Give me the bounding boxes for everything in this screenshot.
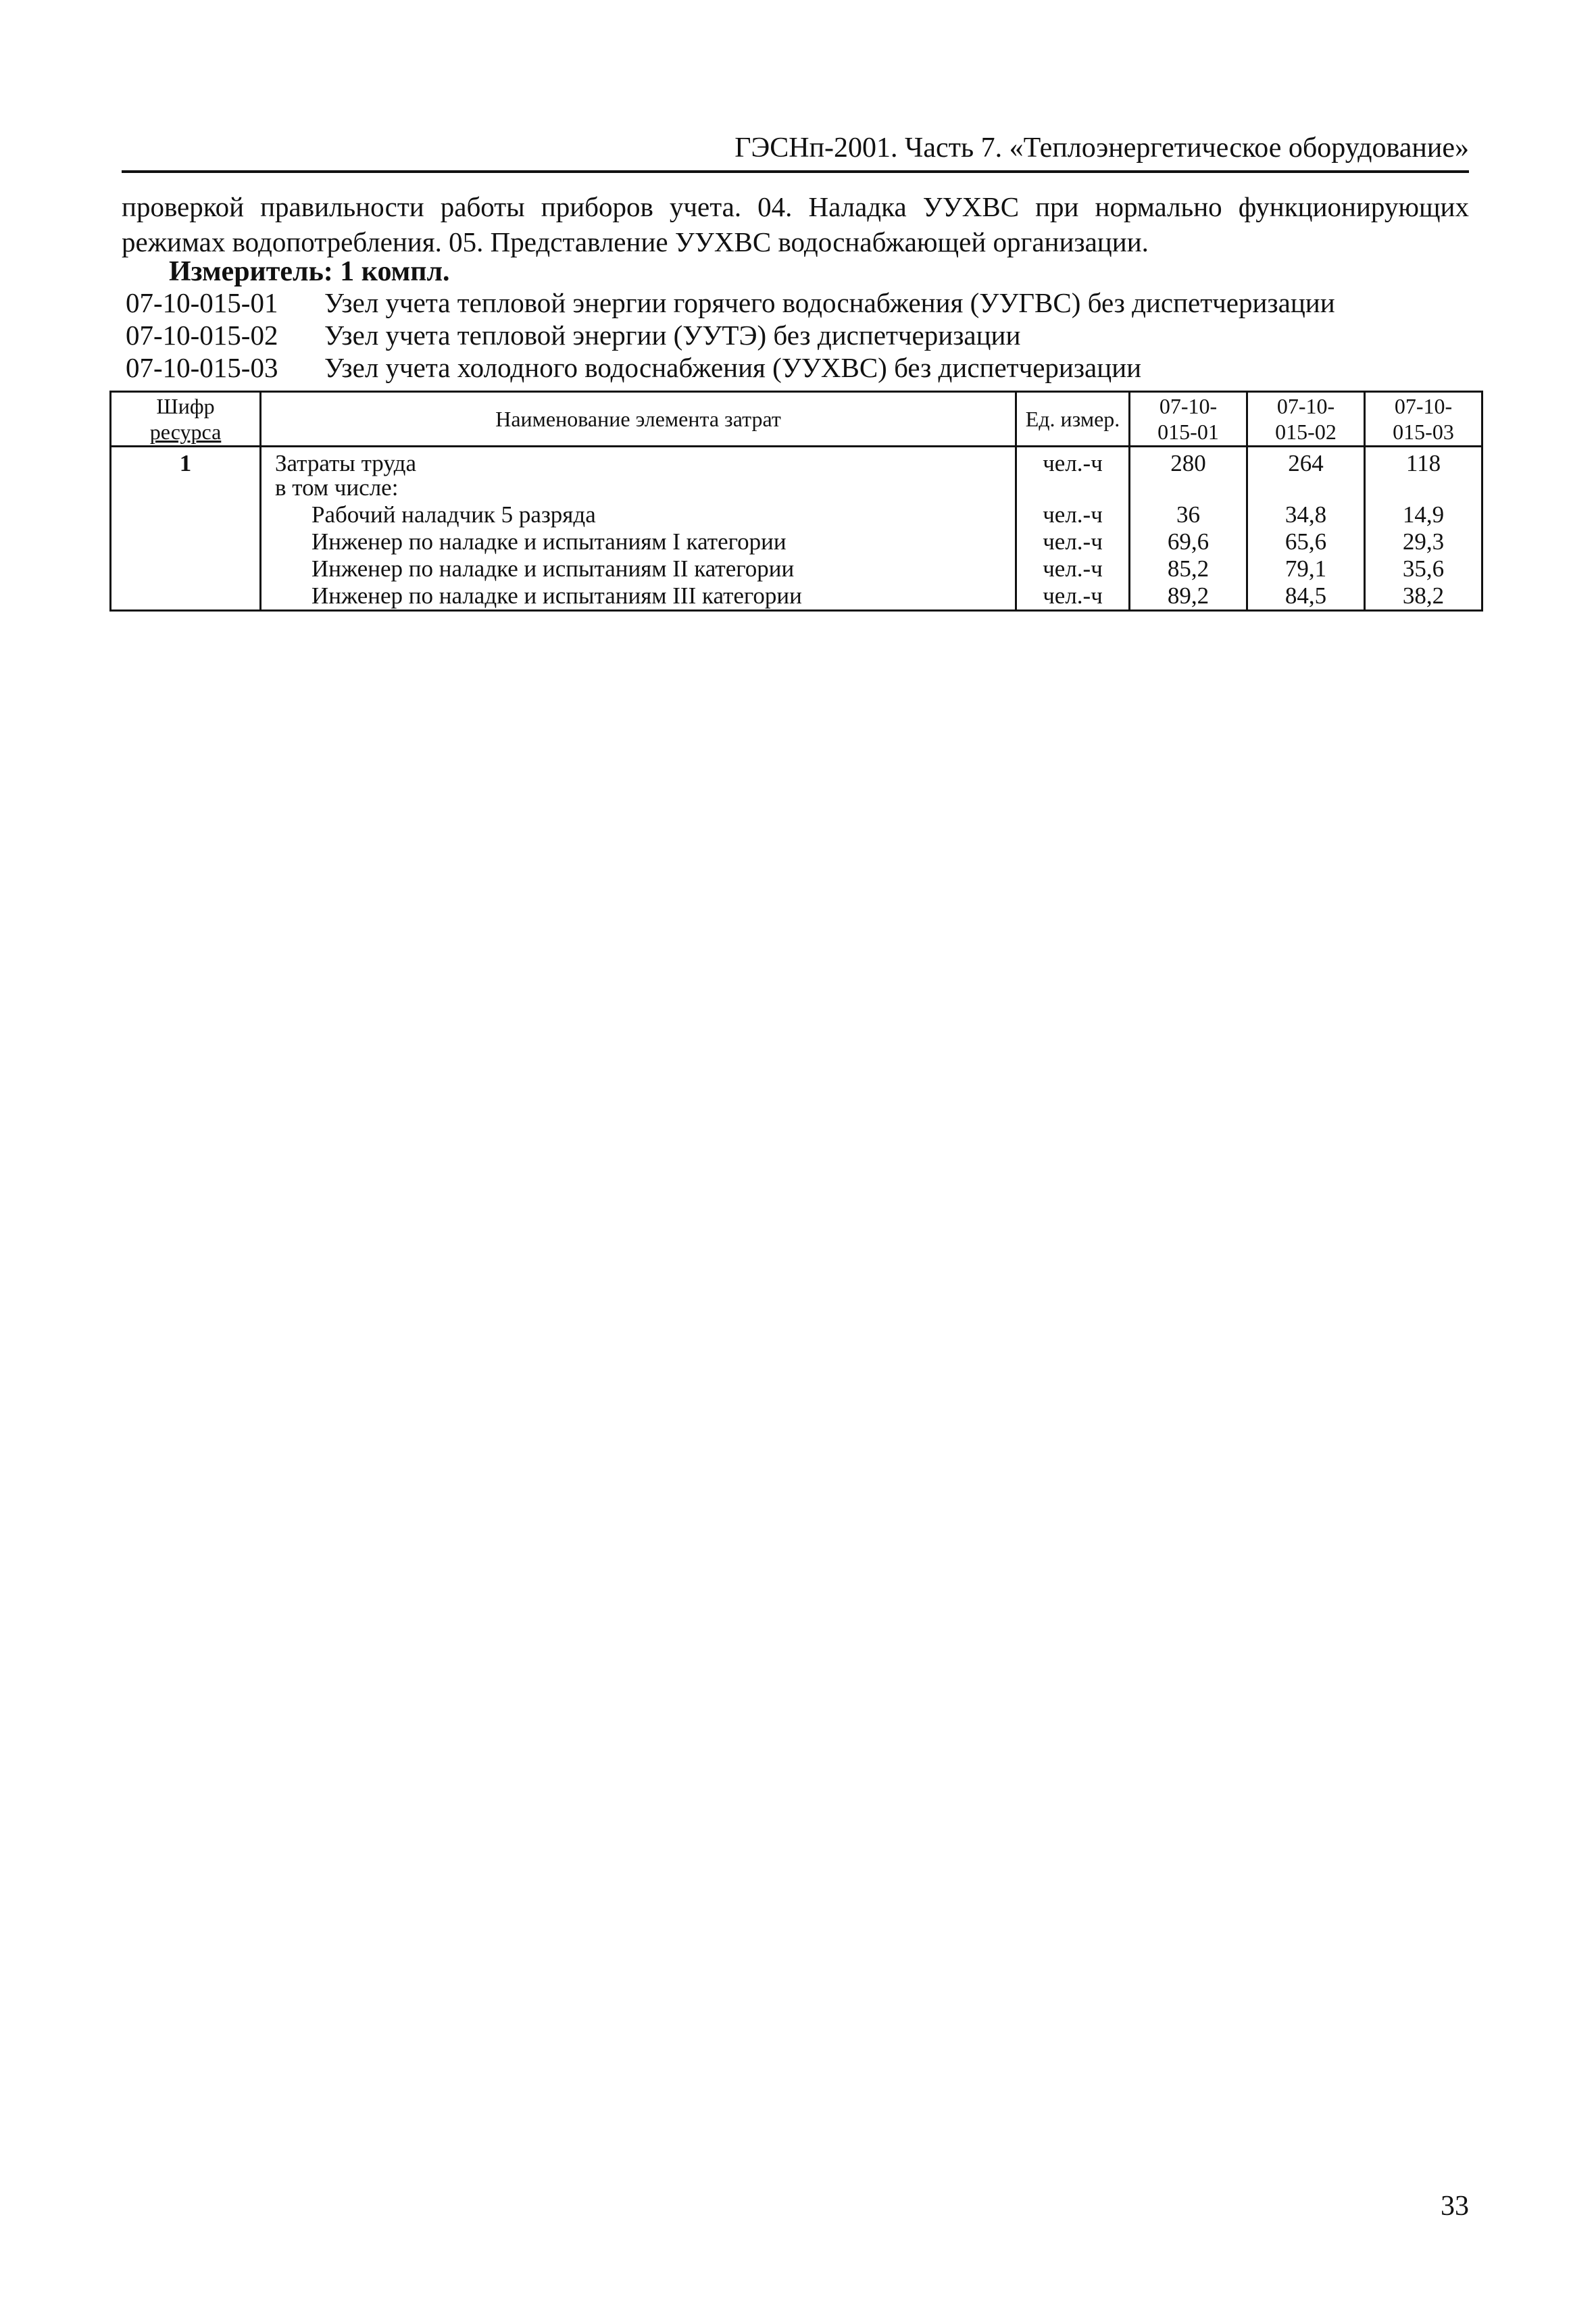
- norm-03-cell: [1365, 447, 1482, 611]
- norm-01-value: 89,2: [1167, 582, 1210, 609]
- header-norm-03: [1365, 392, 1482, 447]
- norm-01-value: [1130, 474, 1246, 501]
- cost-element-name: Инженер по наладке и испытаниям I категории: [311, 528, 787, 555]
- cost-element-name: Затраты труда: [275, 450, 416, 476]
- norm-03-value: 14,9: [1402, 501, 1445, 528]
- unit-value: чел.-ч: [1043, 501, 1103, 528]
- header-norm-02-line2: 015-02: [1275, 420, 1337, 444]
- norm-02-value: 34,8: [1285, 501, 1327, 528]
- unit-value: чел.-ч: [1043, 450, 1103, 476]
- norm-description: Узел учета тепловой энергии (УУТЭ) без диспетчеризации: [324, 320, 1021, 351]
- unit-value: чел.-ч: [1043, 555, 1103, 582]
- cost-element-name: в том числе:: [275, 474, 399, 501]
- norm-03-value: 38,2: [1402, 582, 1445, 609]
- unit-value: чел.-ч: [1043, 582, 1103, 609]
- norm-01-value: 36: [1176, 501, 1200, 528]
- header-code-line1: Шифр: [156, 394, 215, 418]
- header-norm-01: [1130, 392, 1247, 447]
- norm-01-value: 280: [1170, 450, 1206, 476]
- norm-01-value: 69,6: [1167, 528, 1210, 555]
- header-unit: Ед. измер.: [1016, 392, 1130, 447]
- norm-02-value: 65,6: [1285, 528, 1327, 555]
- intro-paragraph: проверкой правильности работы приборов учета. 04. Наладка УУХВС при нормально функционирующих режимах водопотребления. 05. Представление УУХВС водоснабжающей организации.: [122, 191, 1469, 257]
- norm-03-value: 35,6: [1402, 555, 1445, 582]
- norm-02-value: 264: [1288, 450, 1324, 476]
- cost-element-name: Инженер по наладке и испытаниям II категории: [311, 555, 795, 582]
- unit-value: чел.-ч: [1043, 528, 1103, 555]
- unit-cell: [1016, 447, 1130, 611]
- resource-code: 1: [179, 450, 192, 476]
- table-row: [111, 447, 1482, 611]
- header-norm-03-line2: 015-03: [1393, 420, 1454, 444]
- resources-table: [109, 391, 1483, 612]
- header-title: ГЭСНп-2001. Часть 7. «Теплоэнергетическое оборудование»: [734, 132, 1469, 164]
- header-norm-01-line2: 015-01: [1157, 420, 1219, 444]
- norm-01-value: 85,2: [1167, 555, 1210, 582]
- norm-02-cell: [1247, 447, 1365, 611]
- norm-02-value: [1248, 474, 1364, 501]
- norm-description: Узел учета тепловой энергии горячего водоснабжения (УУГВС) без диспетчеризации: [324, 287, 1335, 318]
- norm-02-value: 79,1: [1285, 555, 1327, 582]
- cost-element-cell: [261, 447, 1016, 611]
- header-code-line2: ресурса: [149, 420, 222, 444]
- norm-02-value: 84,5: [1285, 582, 1327, 609]
- header-norm-01-line1: 07-10-: [1159, 394, 1218, 418]
- norm-description: Узел учета холодного водоснабжения (УУХВС) без диспетчеризации: [324, 352, 1142, 383]
- cost-element-name: Инженер по наладке и испытаниям III категории: [311, 582, 802, 609]
- header-norm-02-line1: 07-10-: [1276, 394, 1335, 418]
- running-header: [122, 131, 1469, 173]
- header-resource-code: [111, 392, 261, 447]
- page-number: 33: [1441, 2191, 1469, 2222]
- norm-code: 07-10-015-03: [126, 352, 278, 383]
- header-norm-03-line1: 07-10-: [1394, 394, 1453, 418]
- norm-01-cell: [1130, 447, 1247, 611]
- cost-element-name: Рабочий наладчик 5 разряда: [311, 501, 596, 528]
- measure-unit: Измеритель: 1 компл.: [169, 256, 450, 287]
- norm-03-value: 118: [1405, 450, 1441, 476]
- norm-code: 07-10-015-02: [126, 320, 278, 351]
- table-header-row: [111, 392, 1482, 447]
- norm-03-value: 29,3: [1402, 528, 1445, 555]
- resource-code-cell: [111, 447, 261, 611]
- unit-value: [1017, 474, 1128, 501]
- norm-code: 07-10-015-01: [126, 287, 278, 318]
- norm-03-value: [1366, 474, 1481, 501]
- header-norm-02: [1247, 392, 1365, 447]
- header-cost-element: Наименование элемента затрат: [261, 392, 1016, 447]
